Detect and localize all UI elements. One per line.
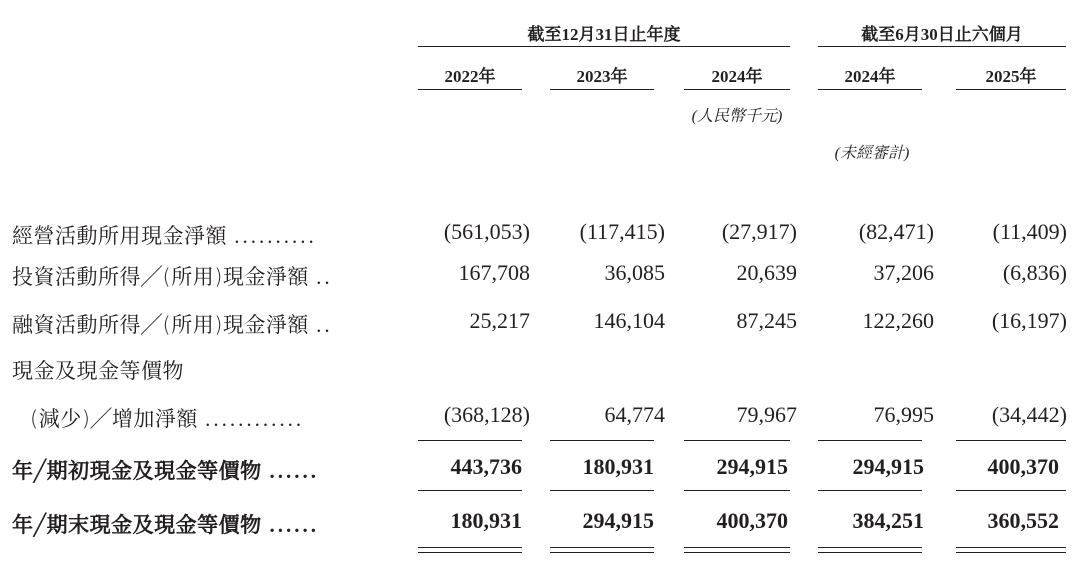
- cell-operating-2022: (561,053): [443, 219, 530, 244]
- year-rule-2024: [684, 89, 790, 90]
- year-rule-2022: [418, 89, 522, 90]
- opening-rule: [684, 490, 790, 491]
- cell-financing-2022: 25,217: [469, 308, 530, 333]
- year-header-2023: 2023年: [576, 67, 628, 86]
- double-rule-top: [418, 547, 522, 548]
- cell-operating-2024: (27,917): [721, 219, 797, 244]
- double-rule-top: [684, 547, 790, 548]
- leader-dots: ......: [269, 459, 319, 483]
- cell-closing-2022: 180,931: [450, 508, 522, 533]
- cell-closing-2024: 400,370: [716, 508, 788, 533]
- year-header-2024: 2024年: [711, 67, 763, 86]
- header-group-annual-rule: [418, 46, 790, 47]
- subtotal-rule: [684, 440, 790, 441]
- subtotal-rule: [550, 440, 654, 441]
- cell-financing-2024-interim: 122,260: [862, 308, 934, 333]
- header-group-annual: 截至12月31日止年度: [527, 25, 681, 44]
- leader-dots: ..: [316, 265, 333, 289]
- subtotal-rule: [956, 440, 1066, 441]
- double-rule-bottom: [550, 552, 654, 553]
- double-rule-bottom: [684, 552, 790, 553]
- double-rule-bottom: [418, 552, 522, 553]
- cell-net-change-2025: (34,442): [991, 402, 1067, 427]
- opening-rule: [818, 490, 922, 491]
- double-rule-bottom: [818, 552, 922, 553]
- cell-opening-2025: 400,370: [987, 454, 1059, 479]
- year-rule-2024-interim: [818, 89, 922, 90]
- cell-investing-2024-interim: 37,206: [873, 260, 934, 285]
- opening-rule: [550, 490, 654, 491]
- row-label-financing: 融資活動所得╱(所用)現金淨額 ..: [12, 313, 333, 337]
- leader-dots: ..........: [234, 224, 317, 248]
- year-rule-2025: [956, 89, 1066, 90]
- double-rule-bottom: [956, 552, 1066, 553]
- opening-rule: [956, 490, 1066, 491]
- cell-financing-2024: 87,245: [736, 308, 797, 333]
- cell-net-change-2023: 64,774: [604, 402, 665, 427]
- year-header-2024-interim: 2024年: [844, 67, 896, 86]
- double-rule-top: [818, 547, 922, 548]
- cell-operating-2024-interim: (82,471): [858, 219, 934, 244]
- cell-financing-2025: (16,197): [991, 308, 1067, 333]
- cell-net-change-2022: (368,128): [443, 402, 530, 427]
- cell-net-change-2024: 79,967: [736, 402, 797, 427]
- row-label-investing: 投資活動所得╱(所用)現金淨額 ..: [12, 265, 333, 289]
- year-header-2025-interim: 2025年: [985, 67, 1037, 86]
- row-label-cash-equivalents: 現金及現金等價物: [12, 359, 184, 383]
- cell-closing-2025: 360,552: [987, 508, 1059, 533]
- cell-closing-2024-interim: 384,251: [852, 508, 924, 533]
- cell-financing-2023: 146,104: [593, 308, 665, 333]
- header-group-interim-rule: [818, 46, 1066, 47]
- unaudited-note: (未經審計): [834, 145, 910, 162]
- opening-rule: [418, 490, 522, 491]
- cell-investing-2022: 167,708: [458, 260, 530, 285]
- cell-investing-2024: 20,639: [736, 260, 797, 285]
- year-header-2022: 2022年: [444, 67, 496, 86]
- double-rule-top: [956, 547, 1066, 548]
- unit-note: (人民幣千元): [691, 108, 783, 125]
- row-label-operating: 經營活動所用現金淨額 ..........: [12, 224, 317, 248]
- cell-operating-2023: (117,415): [579, 219, 665, 244]
- cell-net-change-2024-interim: 76,995: [873, 402, 934, 427]
- row-label-closing-cash: 年╱期末現金及現金等價物 ......: [12, 513, 319, 537]
- cell-opening-2024: 294,915: [716, 454, 788, 479]
- cell-investing-2025: (6,836): [1002, 260, 1067, 285]
- leader-dots: ............: [205, 407, 305, 431]
- year-rule-2023: [550, 89, 654, 90]
- subtotal-rule: [818, 440, 922, 441]
- leader-dots: ..: [316, 313, 333, 337]
- cell-opening-2022: 443,736: [450, 454, 522, 479]
- double-rule-top: [550, 547, 654, 548]
- subtotal-rule: [418, 440, 522, 441]
- row-label-opening-cash: 年╱期初現金及現金等價物 ......: [12, 459, 319, 483]
- header-group-interim: 截至6月30日止六個月: [861, 25, 1023, 44]
- cell-opening-2024-interim: 294,915: [852, 454, 924, 479]
- row-label-net-change: (減少)╱增加淨額 ............: [30, 407, 305, 431]
- cell-opening-2023: 180,931: [582, 454, 654, 479]
- cell-investing-2023: 36,085: [604, 260, 665, 285]
- cell-closing-2023: 294,915: [582, 508, 654, 533]
- leader-dots: ......: [269, 513, 319, 537]
- cell-operating-2025: (11,409): [992, 219, 1067, 244]
